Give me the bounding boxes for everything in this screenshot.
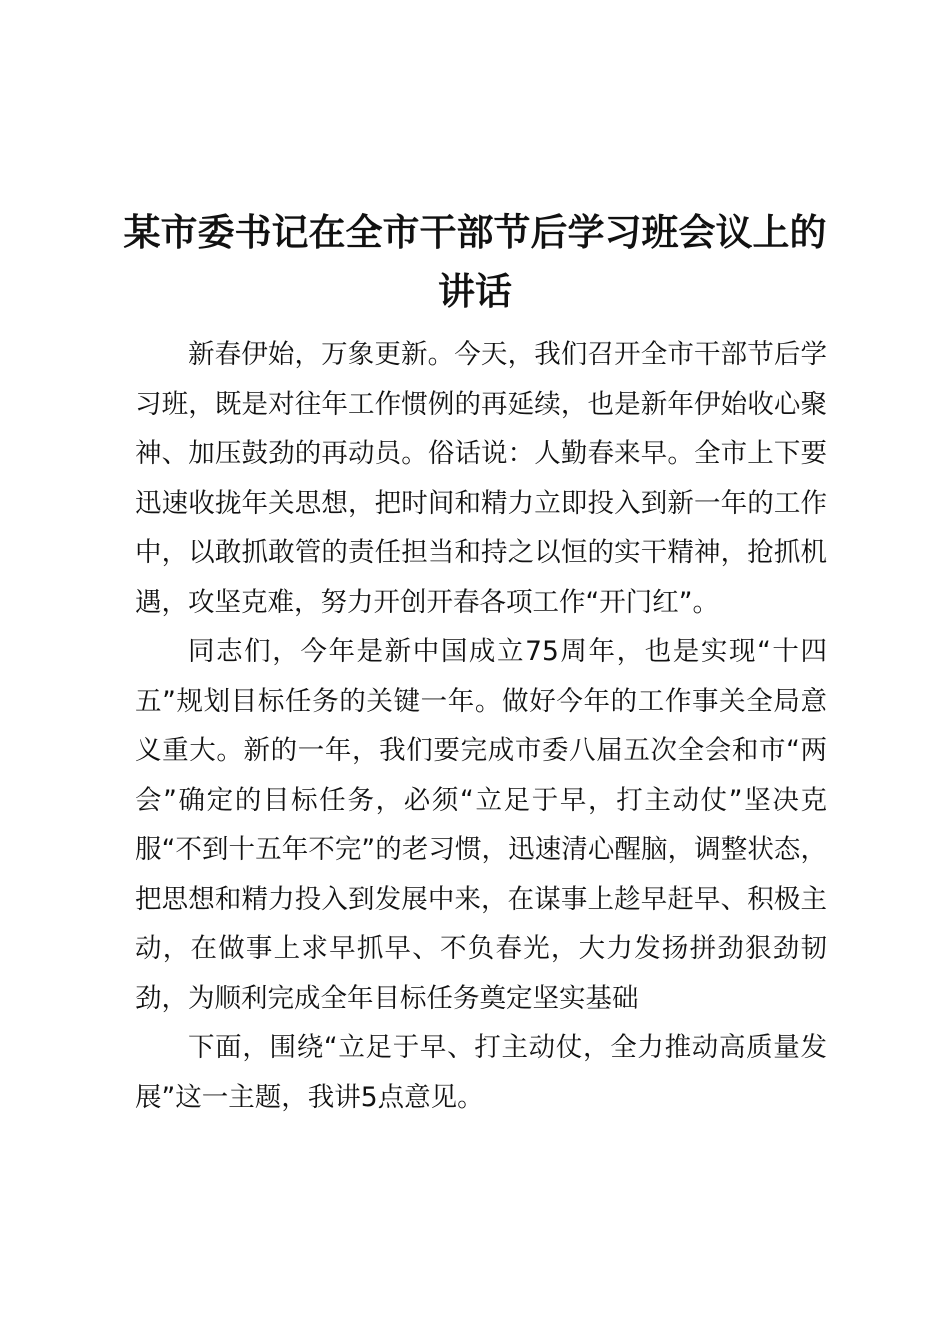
paragraph-context: 同志们，今年是新中国成立75周年，也是实现“十四五”规划目标任务的关键一年。做好今年的工作事关全局意义重大。新的一年，我们要完成市委八届五次全会和市“两会”确定的目标任务，必须“立足于早，打主动仗”坚决克服“不到十五年不完”的老习惯，迅速清心醒脑，调整状态，把思想和精力投入到发展中来，在谋事上趁早赶早、积极主动，在做事上求早抓早、不负春光，大力发扬拼劲狠劲韧劲，为顺利完成全年目标任务奠定坚实基础 xyxy=(135,636,827,1014)
document-body xyxy=(135,330,827,1122)
paragraph-topic: 下面，围绕“立足于早、打主动仗，全力推动高质量发展”这一主题，我讲5点意见。 xyxy=(135,1032,827,1113)
paragraph-opening: 新春伊始，万象更新。今天，我们召开全市干部节后学习班，既是对往年工作惯例的再延续，也是新年伊始收心聚神、加压鼓劲的再动员。俗话说：人勤春来早。全市上下要迅速收拢年关思想，把时间和精力立即投入到新一年的工作中，以敢抓敢管的责任担当和持之以恒的实干精神，抢抓机遇，攻坚克难，努力开创开春各项工作“开门红”。 xyxy=(135,339,827,618)
document-title: 某市委书记在全市干部节后学习班会议上的讲话 xyxy=(123,211,827,313)
